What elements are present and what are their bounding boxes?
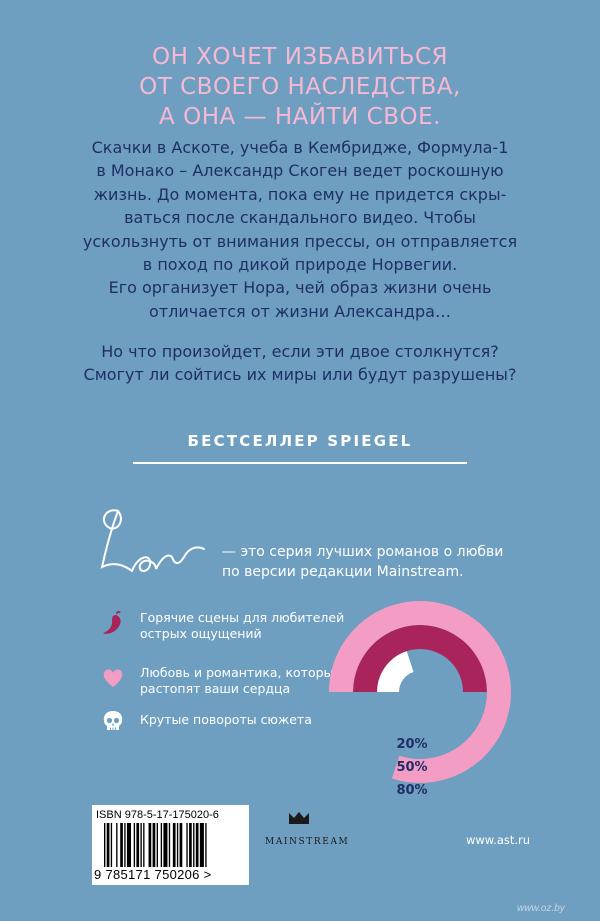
question-line: Смогут ли сойтись их миры или будут разрушены? [83,365,517,384]
donut-chart [326,598,514,786]
headline-line: ОН ХОЧЕТ ИЗБАВИТЬСЯ [151,44,449,70]
barcode-block [92,805,249,885]
feature-text: острых ощущений [140,626,262,641]
barcode-number: 9 785171 750206 > [94,867,212,882]
publisher-name: MAINSTREAM [265,837,350,847]
headline [0,42,600,132]
blurb-line: ускользнуть от внимания прессы, он отправляется [82,231,518,251]
blurb-line: жизнь. До момента, пока ему не придется скры- [93,184,507,204]
bestseller-label: БЕСТСЕЛЛЕР SPIEGEL [187,432,413,450]
chart-label-20: 20% [396,737,428,752]
blurb [0,136,600,323]
series-description [222,542,503,582]
crown-icon [287,810,311,826]
chart-label-80: 80% [396,783,428,798]
heart-icon [100,665,126,691]
headline-line: ОТ СВОЕГО НАСЛЕДСТВА, [139,74,461,100]
isbn-text: ISBN 978-5-17-175020-6 [96,809,219,821]
blurb-line: отличается от жизни Александра… [149,301,451,321]
blurb-line: в поход по дикой природе Норвегии. [142,255,458,275]
blurb-line: Скачки в Аскоте, учеба в Кембридже, Формула-1 [91,138,509,157]
feature-text: растопят ваши сердца [140,681,291,696]
blurb-line: ваться после скандального видео. Чтобы [124,208,476,228]
series-logo [88,497,218,582]
website-link[interactable]: www.ast.ru [466,833,531,847]
chart-label-50: 50% [396,760,428,775]
headline-line: А ОНА — НАЙТИ СВОЕ. [159,104,441,130]
watermark: www.oz.by [517,903,565,914]
skull-icon [100,708,126,734]
blurb-line: в Монако – Александр Скоген ведет роскошную [96,161,504,181]
donut-ring-20 [388,662,410,692]
divider [133,462,467,464]
series-line: — это серия лучших романов о любви [222,544,504,560]
question-line: Но что произойдет, если эти двое столкнутся? [101,342,499,361]
question [0,340,600,386]
blurb-line: Его организует Нора, чей образ жизни очень [108,278,492,298]
barcode-icon [104,823,242,867]
feature-text: Крутые повороты сюжета [140,712,312,727]
feature-text: Горячие сцены для любителей [140,610,345,625]
chili-pepper-icon [100,610,126,636]
series-line: по версии редакции Mainstream. [222,564,464,580]
feature-text: Любовь и романтика, которые [140,665,342,680]
